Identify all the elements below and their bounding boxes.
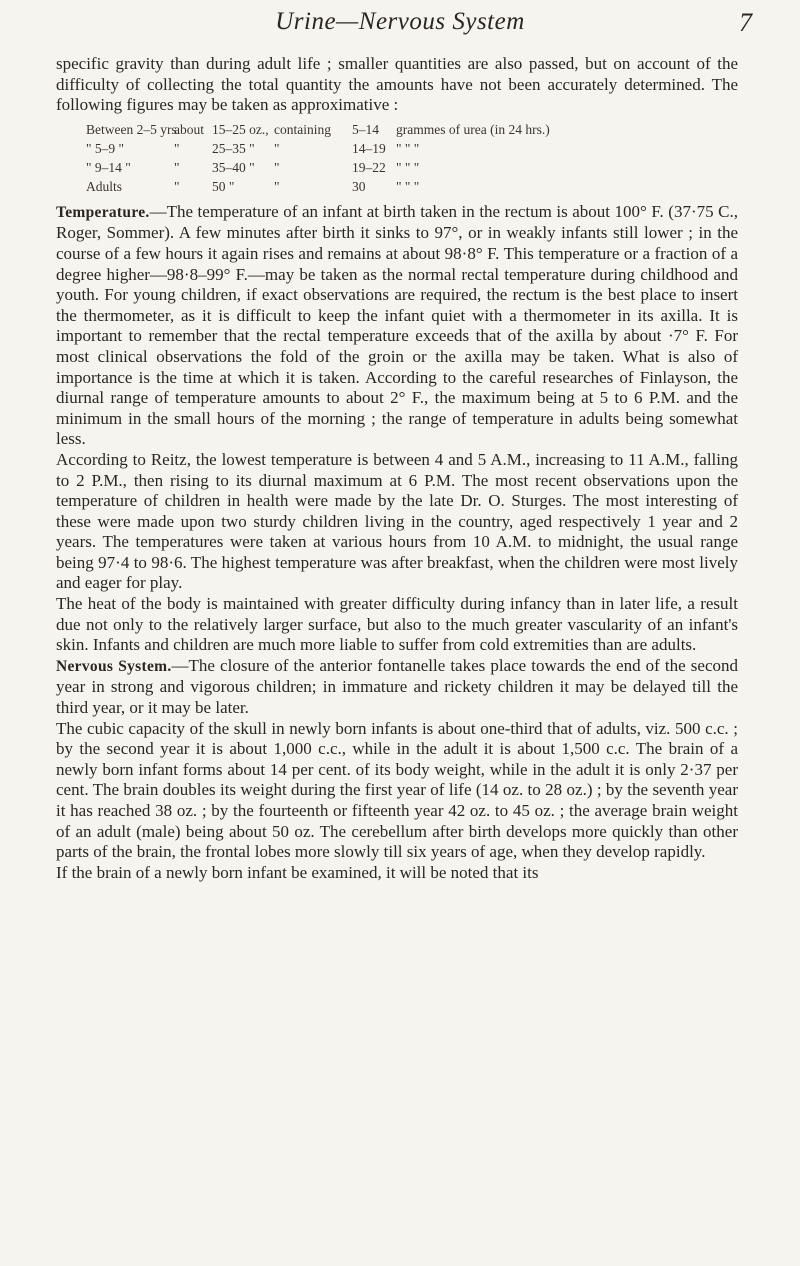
body-heat-paragraph: The heat of the body is maintained with greater difficulty during infancy than in later life, a result due not only to the relatively larger surface, but also to the much greater vascularity of an infant's skin. Infants and children are much more liable to suffer from cold extremities than are adults.: [56, 594, 738, 655]
about-cell: ": [174, 159, 180, 175]
amount-cell: 25–35 ": [212, 140, 255, 156]
intro-paragraph: specific gravity than during adult life ; smaller quantities are also passed, but on account of the difficulty of collecting the total quantity the amounts have not been accurately determined. The following figures may be taken as approximative :: [56, 54, 738, 115]
containing-cell: containing: [274, 121, 331, 137]
urea-cell: 14–19: [352, 140, 386, 156]
running-title: Urine—Nervous System: [275, 8, 525, 35]
temperature-heading: Temperature.: [56, 203, 150, 221]
skull-brain-paragraph: The cubic capacity of the skull in newly born infants is about one-third that of adults, viz. 500 c.c. ; by the second year it is about 1,000 c.c., while in the adult it is about 1,500 c.c. The brain of a newly born infant forms about 14 per cent. of its body weight, while in the adult it is only 2·37 per cent. The brain doubles its weight during the first year of life (14 oz. to 28 oz.) ; by the seventh year it has reached 38 oz. ; by the fourteenth or fifteenth year 42 oz. to 45 oz. ; the average brain weight of an adult (male) being about 50 oz. The cerebellum after birth develops more quickly than other parts of the brain, the frontal lobes more slowly till six years of age, when they develop rapidly.: [56, 718, 738, 862]
nervous-system-text: —The closure of the anterior fontanelle takes place towards the end of the second year in strong and vigorous children; in immature and rickety children it may be delayed till the third year, or it may be later.: [56, 655, 738, 718]
age-cell: Between 2–5 yrs.: [86, 121, 181, 137]
about-cell: ": [174, 178, 180, 194]
urea-table: [56, 120, 738, 196]
urea-cell: 5–14: [352, 121, 379, 137]
age-cell: " 5–9 ": [86, 140, 125, 156]
amount-cell: 35–40 ": [212, 159, 255, 175]
containing-cell: ": [274, 159, 280, 175]
page-number: 7: [739, 8, 752, 37]
nervous-system-heading: Nervous System.: [56, 657, 172, 675]
temperature-paragraph: [56, 202, 738, 450]
unit-cell: " " ": [396, 159, 420, 175]
table-row: [56, 158, 738, 177]
final-paragraph: If the brain of a newly born infant be examined, it will be noted that its: [56, 862, 539, 882]
table-row: [56, 177, 738, 196]
containing-cell: ": [274, 178, 280, 194]
unit-cell: " " ": [396, 140, 420, 156]
table-row: [56, 120, 738, 139]
body-text: [56, 54, 738, 883]
urea-cell: 19–22: [352, 159, 386, 175]
about-cell: about: [174, 121, 204, 137]
reitz-paragraph: According to Reitz, the lowest temperature is between 4 and 5 A.M., increasing to 11 A.M., falling to 2 P.M., then rising to its diurnal maximum at 6 P.M. The most recent observations upon the temperature of children in health were made by the late Dr. O. Sturges. The most interesting of these were made upon two sturdy children living in the country, aged respectively 1 year and 2 years. The temperatures were taken at various hours from 10 A.M. to midnight, the usual range being 97·4 to 98·6. The highest temperature was after breakfast, when the children were most lively and eager for play.: [56, 449, 738, 593]
page-header: [0, 8, 800, 44]
nervous-system-paragraph: [56, 656, 738, 719]
unit-cell: grammes of urea (in 24 hrs.): [396, 121, 550, 137]
containing-cell: ": [274, 140, 280, 156]
age-cell: Adults: [86, 178, 123, 194]
table-row: [56, 139, 738, 158]
temperature-text: —The temperature of an infant at birth taken in the rectum is about 100° F. (37·75 C., Roger, Sommer). A few minutes after birth it sinks to 97°, or in weakly infants still lower ; in the course of a few hours it again rises and remains at about 98·8° F. This temperature or a fraction of a degree higher—98·8–99° F.—may be taken as the normal rectal temperature during childhood and youth. For young children, if exact observations are required, the rectum is the best place to insert the thermometer, as it is difficult to keep the infant quiet with a thermometer in its axilla. It is important to remember that the rectal temperature exceeds that of the axilla by about ·7° F. For most clinical observations the fold of the groin or the axilla may be taken. What is also of importance is the time at which it is taken. According to the careful researches of Finlayson, the diurnal range of temperature amounts to about 2° F., the maximum being at 5 to 6 P.M. and the minimum in the small hours of the morning ; the range of temperature in adults being somewhat less.: [56, 201, 738, 449]
amount-cell: 50 ": [212, 178, 235, 194]
urea-cell: 30: [352, 178, 366, 194]
about-cell: ": [174, 140, 180, 156]
age-cell: " 9–14 ": [86, 159, 131, 175]
amount-cell: 15–25 oz.,: [212, 121, 269, 137]
unit-cell: " " ": [396, 178, 420, 194]
